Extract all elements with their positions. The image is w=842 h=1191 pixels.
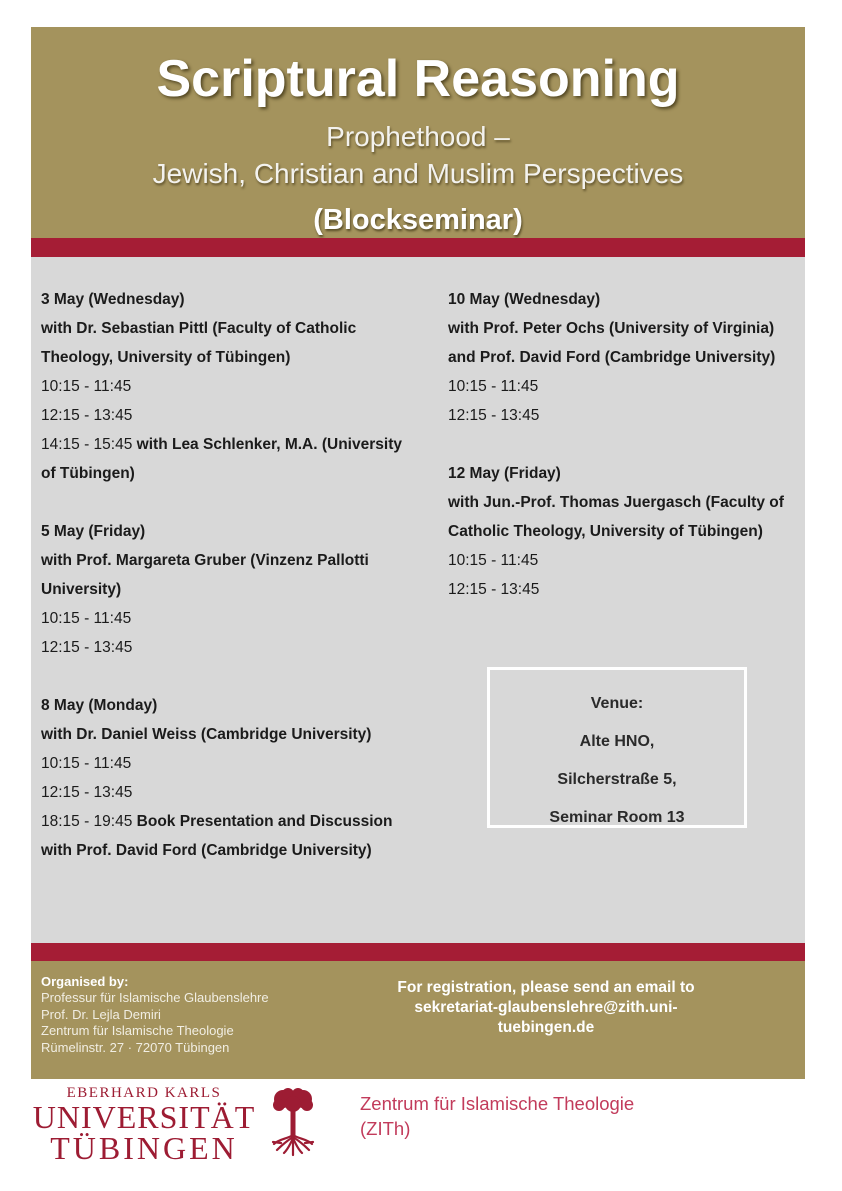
text-line: Silcherstraße 5, [557,771,677,788]
schedule-line: with Dr. Sebastian Pittl (Faculty of Catholic [41,320,357,337]
organised-by-block [41,973,269,1056]
registration-block [331,978,761,1038]
schedule-line: with Jun.-Prof. Thomas Juergasch (Faculty of [448,494,784,511]
university-wordmark-line1: EBERHARD KARLS [66,1085,222,1101]
organised-by-heading: Organised by: [41,974,129,989]
zith-label-line1: Zentrum für Islamische Theologie [360,1093,635,1114]
schedule-line: 12:15 - 13:45 [448,581,540,598]
text-line: sekretariat-glaubenslehre@zith.uni- [414,999,678,1016]
schedule-column-right [448,285,810,633]
schedule-line: 10:15 - 11:45 [448,378,539,395]
schedule-line: with Prof. Peter Ochs (University of Virginia) [448,320,775,337]
text-line: tuebingen.de [497,1019,595,1036]
poster-title: Scriptural Reasoning [156,50,680,108]
schedule-line: 3 May (Wednesday) [41,291,185,308]
poster-subtitle-line1: Prophethood – [326,121,510,152]
university-wordmark [30,1084,258,1164]
logo-bar [0,1079,842,1191]
schedule-line: 10:15 - 11:45 [448,552,539,569]
text-line: Seminar Room 13 [549,809,685,826]
divider-stripe-bottom [31,943,805,961]
zith-label [360,1091,634,1141]
schedule-line: with Prof. Margareta Gruber (Vinzenz Pallotti [41,552,369,569]
text-line: For registration, please send an email to [397,979,695,996]
text-line: Zentrum für Islamische Theologie [41,1023,234,1038]
schedule-line: Catholic Theology, University of Tübingen) [448,523,763,540]
schedule-line: 12:15 - 13:45 [41,784,133,801]
schedule-line: 10 May (Wednesday) [448,291,601,308]
schedule-line: 10:15 - 11:45 [41,610,132,627]
schedule-area [31,257,805,943]
schedule-line: 8 May (Monday) [41,697,158,714]
schedule-line: 14:15 - 15:45 with Lea Schlenker, M.A. (University [41,436,402,453]
poster-header [31,27,805,238]
schedule-line: with Dr. Daniel Weiss (Cambridge University) [41,726,372,743]
text-line: Alte HNO, [579,733,655,750]
schedule-line: University) [41,581,122,598]
schedule-line: with Prof. David Ford (Cambridge University) [41,842,372,859]
schedule-block [41,517,447,662]
poster-subtitle-line2: Jewish, Christian and Muslim Perspectives [152,158,684,189]
text-line: Rümelinstr. 27 · 72070 Tübingen [41,1039,230,1055]
text-line: Professur für Islamische Glaubenslehre [41,990,269,1005]
text-line: Venue: [590,695,644,712]
organised-by-lines [41,990,269,1056]
schedule-line: 5 May (Friday) [41,523,146,540]
text-line: Prof. Dr. Lejla Demiri [41,1006,161,1022]
schedule-line: 12:15 - 13:45 [41,407,133,424]
schedule-line: Theology, University of Tübingen) [41,349,291,366]
divider-stripe-top [31,238,805,257]
university-wordmark-line3: TÜBINGEN [50,1130,238,1166]
schedule-block [448,285,810,430]
schedule-line: 12:15 - 13:45 [448,407,540,424]
schedule-block [448,459,810,604]
schedule-block [41,691,447,865]
schedule-line: 12 May (Friday) [448,465,561,482]
schedule-block [41,285,447,488]
venue-box [487,667,747,828]
schedule-line: 10:15 - 11:45 [41,755,132,772]
schedule-line: 12:15 - 13:45 [41,639,133,656]
schedule-line: 10:15 - 11:45 [41,378,132,395]
schedule-line: 18:15 - 19:45 Book Presentation and Discussion [41,813,393,830]
zith-label-line2: (ZITh) [360,1118,411,1139]
university-wordmark-line2: UNIVERSITÄT [32,1099,256,1135]
poster-subtitle-line3: (Blockseminar) [313,204,523,236]
schedule-column-left [41,285,447,894]
poster-footer [31,961,805,1079]
schedule-line: of Tübingen) [41,465,135,482]
university-tree-logo-icon [271,1085,315,1165]
schedule-line: and Prof. David Ford (Cambridge University) [448,349,776,366]
